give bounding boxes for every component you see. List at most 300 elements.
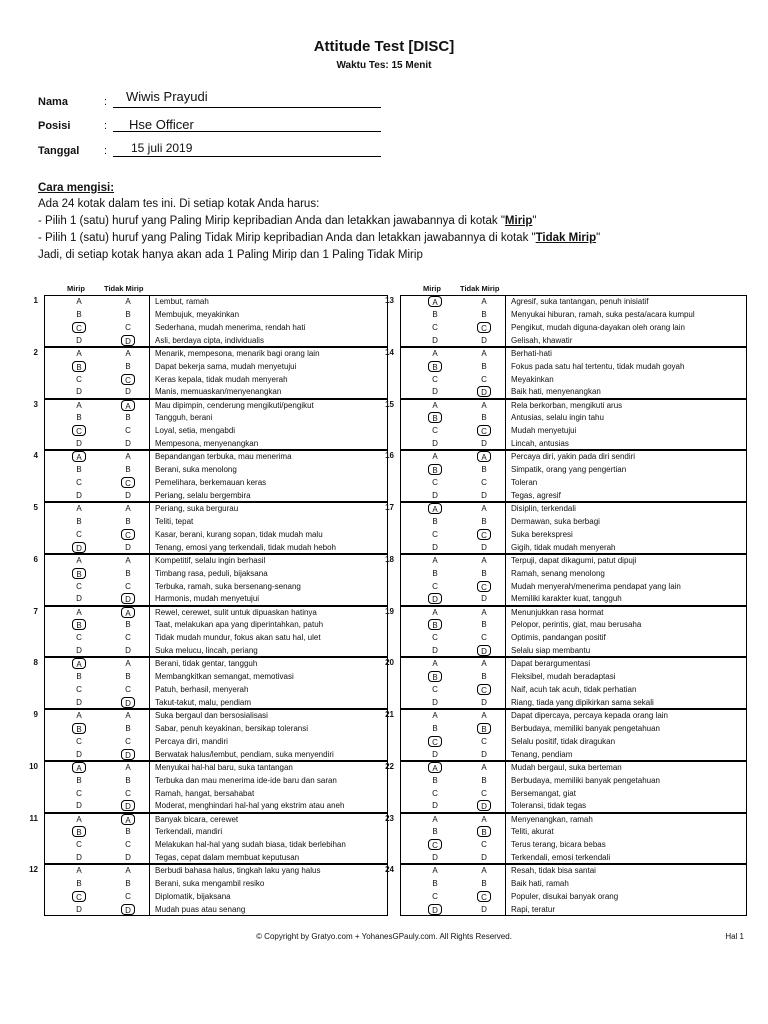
statements — [505, 709, 747, 761]
mirip-option-selected[interactable]: C — [72, 891, 86, 902]
question-number: 5 — [33, 503, 38, 512]
statement-text: Lincah, antusias — [511, 439, 569, 449]
mirip-option-selected[interactable]: A — [72, 762, 86, 773]
statement-text: Sederhana, mudah menerima, rendah hati — [155, 322, 306, 332]
mirip-option-selected[interactable]: B — [428, 464, 442, 475]
tidak-mirip-option-selected[interactable]: C — [477, 425, 491, 436]
letter-row — [401, 619, 506, 632]
statement-text: Baik hati, ramah — [511, 879, 569, 889]
tidak-mirip-option[interactable]: B — [125, 465, 131, 475]
statement-text: Kasar, berani, kurang sopan, tidak mudah malu — [155, 529, 323, 539]
answer-letters — [44, 813, 149, 865]
letter-row — [401, 503, 506, 516]
tidak-mirip-option[interactable]: B — [125, 827, 131, 837]
mirip-option[interactable]: D — [432, 801, 438, 811]
tidak-mirip-option[interactable]: C — [125, 892, 131, 902]
tidak-mirip-option[interactable]: C — [125, 322, 131, 332]
tidak-mirip-option[interactable]: B — [125, 568, 131, 578]
mirip-option-selected[interactable]: B — [428, 671, 442, 682]
letter-row — [401, 335, 506, 348]
tidak-mirip-option[interactable]: B — [125, 723, 131, 733]
letter-row — [45, 632, 150, 645]
question-block — [33, 606, 388, 658]
mirip-option[interactable]: C — [432, 788, 438, 798]
tidak-mirip-option[interactable]: D — [481, 904, 487, 914]
question-block — [33, 657, 388, 709]
question-block — [385, 347, 747, 399]
tidak-mirip-option[interactable]: A — [481, 504, 487, 513]
mirip-option-selected[interactable]: B — [72, 361, 86, 372]
mirip-option[interactable]: C — [432, 892, 438, 902]
mirip-option[interactable]: C — [76, 374, 82, 384]
tidak-mirip-option-selected[interactable]: C — [477, 322, 491, 333]
letter-row — [401, 542, 506, 555]
mirip-option[interactable]: A — [76, 504, 82, 513]
tidak-mirip-option[interactable]: B — [481, 516, 487, 526]
mirip-option[interactable]: A — [76, 814, 82, 824]
statement-text: Toleransi, tidak tegas — [511, 801, 587, 811]
mirip-option[interactable]: D — [432, 335, 438, 345]
letter-row — [401, 568, 506, 581]
tidak-mirip-option-selected[interactable]: C — [477, 529, 491, 540]
mirip-option[interactable]: A — [76, 348, 82, 358]
question-number: 8 — [33, 658, 38, 668]
instruction-line-4: Jadi, di setiap kotak hanya akan ada 1 Paling Mirip dan 1 Paling Tidak Mirip — [38, 249, 423, 261]
mirip-option[interactable]: A — [76, 555, 82, 565]
mirip-option[interactable]: D — [76, 801, 82, 811]
mirip-option[interactable]: B — [76, 465, 82, 475]
mirip-option[interactable]: D — [76, 904, 82, 914]
tidak-mirip-option[interactable]: C — [481, 788, 487, 798]
tidak-mirip-option[interactable]: A — [481, 711, 487, 720]
tidak-mirip-option[interactable]: B — [481, 361, 487, 371]
mirip-option[interactable]: C — [432, 426, 438, 436]
tidak-mirip-option[interactable]: D — [481, 335, 487, 345]
statement-text: Ramah, hangat, bersahabat — [155, 788, 255, 798]
statement-text: Disiplin, terkendali — [511, 504, 576, 513]
tidak-mirip-option[interactable]: A — [481, 400, 487, 410]
tidak-mirip-option-selected[interactable]: A — [121, 607, 135, 618]
tidak-mirip-option[interactable]: B — [481, 672, 487, 682]
statement-text: Terpuji, dapat dikagumi, patut dipuji — [511, 555, 637, 565]
letter-row — [401, 438, 506, 451]
letter-row — [45, 671, 150, 684]
mirip-option-selected[interactable]: D — [428, 904, 442, 915]
mirip-option[interactable]: C — [76, 529, 82, 539]
letter-row — [401, 762, 506, 775]
letter-row — [45, 451, 150, 464]
statement-text: Fleksibel, mudah beradaptasi — [511, 672, 616, 682]
letter-row — [45, 607, 150, 620]
mirip-option[interactable]: B — [432, 827, 438, 837]
tidak-mirip-option[interactable]: D — [125, 646, 131, 656]
mirip-option[interactable]: B — [76, 672, 82, 682]
tidak-mirip-option-selected[interactable]: A — [477, 451, 491, 462]
tidak-mirip-option[interactable]: A — [481, 866, 487, 876]
tidak-mirip-option[interactable]: D — [481, 542, 487, 552]
tidak-mirip-option-selected[interactable]: A — [121, 814, 135, 825]
statement-text: Dapat bekerja sama, mudah menyetujui — [155, 361, 297, 371]
tidak-mirip-option[interactable]: A — [125, 348, 131, 358]
statement-text: Berani, suka menolong — [155, 465, 237, 475]
tidak-mirip-option[interactable]: D — [125, 490, 131, 500]
answer-letters — [44, 606, 149, 658]
mirip-option[interactable]: D — [76, 697, 82, 707]
statement-text: Suka berekspresi — [511, 529, 573, 539]
mirip-option[interactable]: D — [76, 335, 82, 345]
tidak-mirip-option[interactable]: D — [481, 490, 487, 500]
mirip-option[interactable]: A — [432, 400, 438, 410]
tidak-mirip-option[interactable]: A — [125, 452, 131, 462]
tidak-mirip-option[interactable]: A — [125, 659, 131, 669]
statement-text: Terus terang, bicara bebas — [511, 840, 606, 850]
tidak-mirip-option-selected[interactable]: D — [121, 697, 135, 708]
mirip-option[interactable]: C — [76, 478, 82, 488]
tidak-mirip-option[interactable]: A — [125, 555, 131, 565]
statements — [505, 295, 747, 347]
tidak-mirip-option[interactable]: C — [125, 426, 131, 436]
statement-text: Rapi, teratur — [511, 904, 556, 914]
answer-letters — [400, 450, 505, 502]
mirip-option[interactable]: C — [76, 736, 82, 746]
mirip-option[interactable]: C — [432, 478, 438, 488]
mirip-option[interactable]: A — [76, 400, 82, 410]
mirip-option[interactable]: D — [76, 749, 82, 759]
letter-row — [401, 309, 506, 322]
questions-column-left — [29, 295, 388, 916]
statement-text: Kompetitif, selalu ingin berhasil — [155, 555, 266, 565]
answer-letters — [44, 399, 149, 451]
tidak-mirip-option[interactable]: D — [125, 853, 131, 863]
answer-letters — [44, 450, 149, 502]
mirip-option[interactable]: C — [432, 322, 438, 332]
mirip-option-selected[interactable]: B — [72, 723, 86, 734]
tidak-mirip-option[interactable]: D — [125, 387, 131, 397]
tidak-mirip-option-selected[interactable]: D — [121, 800, 135, 811]
tidak-mirip-option[interactable]: D — [481, 749, 487, 759]
mirip-option-selected[interactable]: B — [428, 361, 442, 372]
nama-label: Nama — [38, 96, 68, 108]
mirip-option[interactable]: B — [432, 516, 438, 526]
tidak-mirip-option[interactable]: B — [481, 309, 487, 319]
statements — [505, 399, 747, 451]
tidak-mirip-option[interactable]: B — [481, 620, 487, 630]
mirip-option[interactable]: A — [432, 348, 438, 358]
tidak-mirip-option-selected[interactable]: A — [121, 400, 135, 411]
tidak-mirip-option-selected[interactable]: D — [121, 593, 135, 604]
mirip-option-selected[interactable]: C — [428, 736, 442, 747]
tidak-mirip-option-selected[interactable]: C — [121, 529, 135, 540]
statement-text: Tenang, pendiam — [511, 749, 573, 759]
mirip-option[interactable]: A — [76, 297, 82, 306]
tidak-mirip-option[interactable]: B — [125, 672, 131, 682]
answer-letters — [44, 347, 149, 399]
mirip-option[interactable]: C — [432, 685, 438, 695]
tidak-mirip-option[interactable]: A — [481, 607, 487, 617]
letter-row — [401, 451, 506, 464]
tidak-mirip-option[interactable]: B — [481, 413, 487, 423]
mirip-option[interactable]: C — [432, 374, 438, 384]
tidak-mirip-option-selected[interactable]: D — [477, 386, 491, 397]
answer-letters — [400, 399, 505, 451]
tidak-mirip-option[interactable]: B — [481, 879, 487, 889]
tidak-mirip-option[interactable]: C — [125, 840, 131, 850]
mirip-option[interactable]: A — [432, 555, 438, 565]
mirip-option[interactable]: D — [76, 439, 82, 449]
mirip-option[interactable]: D — [76, 646, 82, 656]
mirip-option[interactable]: A — [76, 607, 82, 617]
mirip-option[interactable]: C — [76, 581, 82, 591]
answer-letters — [44, 709, 149, 761]
letter-row — [45, 697, 150, 710]
tidak-mirip-option[interactable]: D — [125, 542, 131, 552]
letter-row — [45, 568, 150, 581]
mirip-option[interactable]: D — [76, 853, 82, 863]
letter-row — [401, 775, 506, 788]
mirip-option[interactable]: C — [76, 685, 82, 695]
mirip-option[interactable]: C — [76, 788, 82, 798]
letter-row — [401, 490, 506, 503]
mirip-option[interactable]: D — [432, 542, 438, 552]
tidak-mirip-option[interactable]: B — [125, 361, 131, 371]
letter-row — [401, 632, 506, 645]
answer-letters — [400, 554, 505, 606]
tidak-mirip-option[interactable]: B — [481, 465, 487, 475]
mirip-option-selected[interactable]: B — [428, 412, 442, 423]
mirip-option[interactable]: B — [432, 568, 438, 578]
mirip-option-selected[interactable]: C — [72, 425, 86, 436]
letter-row — [45, 865, 150, 878]
mirip-option[interactable]: C — [76, 633, 82, 643]
letter-row — [45, 762, 150, 775]
tidak-mirip-option[interactable]: A — [481, 348, 487, 358]
mirip-option[interactable]: A — [76, 711, 82, 720]
tidak-mirip-option[interactable]: D — [481, 594, 487, 604]
mirip-option-selected[interactable]: B — [72, 826, 86, 837]
tidak-mirip-option[interactable]: D — [481, 439, 487, 449]
tidak-mirip-option-selected[interactable]: B — [477, 723, 491, 734]
letter-row — [401, 891, 506, 904]
mirip-option[interactable]: D — [432, 490, 438, 500]
mirip-option[interactable]: A — [432, 711, 438, 720]
statement-text: Mempesona, menyenangkan — [155, 439, 259, 449]
question-number: 19 — [385, 606, 394, 616]
statement-text: Antusias, selalu ingin tahu — [511, 413, 604, 423]
statement-text: Menyenangkan, ramah — [511, 814, 593, 824]
question-block — [33, 709, 388, 761]
letter-row — [401, 322, 506, 335]
mirip-option-selected[interactable]: A — [428, 503, 442, 514]
question-number: 21 — [385, 710, 394, 719]
mirip-option[interactable]: A — [432, 607, 438, 617]
tidak-mirip-option[interactable]: A — [481, 659, 487, 669]
mirip-option-selected[interactable]: D — [72, 542, 86, 553]
mirip-option-selected[interactable]: A — [428, 762, 442, 773]
letter-row — [45, 309, 150, 322]
mirip-option[interactable]: C — [432, 581, 438, 591]
letter-row — [45, 425, 150, 438]
mirip-option[interactable]: B — [76, 413, 82, 423]
mirip-option-selected[interactable]: A — [428, 296, 442, 307]
mirip-option[interactable]: B — [432, 309, 438, 319]
mirip-option[interactable]: B — [76, 879, 82, 889]
tidak-mirip-option[interactable]: B — [125, 516, 131, 526]
mirip-option[interactable]: B — [432, 723, 438, 733]
tidak-mirip-option[interactable]: A — [125, 504, 131, 513]
tidak-mirip-option[interactable]: A — [481, 297, 487, 306]
mirip-option[interactable]: D — [432, 387, 438, 397]
question-block — [385, 606, 747, 658]
mirip-option[interactable]: B — [76, 775, 82, 785]
statement-text: Bersemangat, giat — [511, 788, 576, 798]
tidak-mirip-option-selected[interactable]: D — [121, 904, 135, 915]
mirip-option[interactable]: D — [432, 853, 438, 863]
tidak-mirip-option[interactable]: D — [125, 439, 131, 449]
statement-text: Naif, acuh tak acuh, tidak perhatian — [511, 685, 637, 695]
tidak-mirip-option[interactable]: C — [125, 685, 131, 695]
statement-text: Timbang rasa, peduli, bijaksana — [155, 568, 268, 578]
mirip-option[interactable]: A — [432, 814, 438, 824]
mirip-option-selected[interactable]: A — [72, 658, 86, 669]
answer-letters — [400, 813, 505, 865]
tidak-mirip-option[interactable]: B — [125, 879, 131, 889]
tidak-mirip-option-selected[interactable]: C — [121, 374, 135, 385]
tidak-mirip-option[interactable]: D — [481, 853, 487, 863]
mirip-option[interactable]: B — [432, 879, 438, 889]
tidak-mirip-option[interactable]: B — [125, 309, 131, 319]
tidak-mirip-option-selected[interactable]: D — [121, 749, 135, 760]
tidak-mirip-option[interactable]: C — [481, 633, 487, 643]
tidak-mirip-option-selected[interactable]: C — [121, 477, 135, 488]
instruction-line-2: - Pilih 1 (satu) huruf yang Paling Mirip kepribadian Anda dan letakkan jawabannya di kotak "Mirip" — [38, 215, 537, 227]
tidak-mirip-option[interactable]: B — [481, 775, 487, 785]
mirip-option-selected[interactable]: B — [72, 568, 86, 579]
statements — [149, 657, 388, 709]
statement-text: Menunjukkan rasa hormat — [511, 607, 604, 617]
mirip-option[interactable]: A — [76, 866, 82, 876]
statement-text: Asli, berdaya cipta, individualis — [155, 335, 264, 345]
mirip-option[interactable]: A — [432, 659, 438, 669]
letter-row — [45, 852, 150, 865]
mirip-option[interactable]: A — [432, 866, 438, 876]
letter-row — [45, 891, 150, 904]
letter-row — [45, 348, 150, 361]
mirip-option[interactable]: C — [432, 529, 438, 539]
tidak-mirip-option[interactable]: B — [125, 413, 131, 423]
question-block — [385, 761, 747, 813]
tanggal-colon: : — [104, 145, 108, 157]
tidak-mirip-option[interactable]: A — [125, 866, 131, 876]
question-block — [385, 295, 747, 347]
mirip-option-selected[interactable]: C — [428, 839, 442, 850]
question-number: 24 — [385, 865, 394, 875]
mirip-option[interactable]: D — [432, 439, 438, 449]
tidak-mirip-option[interactable]: A — [125, 762, 131, 772]
statement-text: Lembut, ramah — [155, 297, 209, 306]
mirip-option[interactable]: D — [432, 697, 438, 707]
statements — [505, 864, 747, 916]
mirip-option-selected[interactable]: B — [72, 619, 86, 630]
mirip-option[interactable]: D — [432, 749, 438, 759]
question-number: 12 — [29, 865, 38, 875]
tidak-mirip-option[interactable]: A — [481, 814, 487, 824]
letter-row — [45, 464, 150, 477]
mirip-option-selected[interactable]: C — [72, 322, 86, 333]
tidak-mirip-option[interactable]: C — [481, 374, 487, 384]
tidak-mirip-option-selected[interactable]: D — [121, 335, 135, 346]
mirip-option-selected[interactable]: B — [428, 619, 442, 630]
mirip-option[interactable]: B — [432, 775, 438, 785]
mirip-option-selected[interactable]: D — [428, 593, 442, 604]
letter-row — [401, 348, 506, 361]
tidak-mirip-option-selected[interactable]: C — [477, 891, 491, 902]
mirip-option[interactable]: B — [76, 309, 82, 319]
tidak-mirip-option[interactable]: B — [125, 775, 131, 785]
statements — [149, 399, 388, 451]
statement-text: Baik hati, menyenangkan — [511, 387, 601, 397]
statement-text: Menyukai hal-hal baru, suka tantangan — [155, 762, 293, 772]
statement-text: Berbudaya, memiliki banyak pengetahuan — [511, 775, 660, 785]
question-block — [385, 399, 747, 451]
tidak-mirip-option[interactable]: B — [481, 568, 487, 578]
statement-text: Selalu siap membantu — [511, 646, 591, 656]
tidak-mirip-option[interactable]: C — [481, 478, 487, 488]
tidak-mirip-option[interactable]: C — [125, 736, 131, 746]
letter-row — [45, 645, 150, 658]
tidak-mirip-option[interactable]: D — [481, 697, 487, 707]
letter-row — [45, 619, 150, 632]
mirip-option[interactable]: C — [76, 840, 82, 850]
letter-row — [401, 374, 506, 387]
statements — [505, 347, 747, 399]
header-mirip-left: Mirip — [67, 284, 85, 293]
tidak-mirip-option[interactable]: A — [125, 711, 131, 720]
mirip-option[interactable]: A — [432, 452, 438, 462]
statements — [505, 554, 747, 606]
tidak-mirip-option-selected[interactable]: C — [477, 581, 491, 592]
mirip-option[interactable]: D — [76, 490, 82, 500]
mirip-option[interactable]: B — [76, 516, 82, 526]
letter-row — [45, 904, 150, 917]
tidak-mirip-option[interactable]: C — [481, 840, 487, 850]
statement-text: Menarik, mempesona, menarik bagi orang lain — [155, 348, 320, 358]
tidak-mirip-option-selected[interactable]: D — [477, 800, 491, 811]
mirip-option[interactable]: D — [432, 646, 438, 656]
tidak-mirip-option[interactable]: C — [125, 633, 131, 643]
letter-row — [45, 400, 150, 413]
tidak-mirip-option[interactable]: A — [481, 762, 487, 772]
statements — [149, 502, 388, 554]
tidak-mirip-option-selected[interactable]: B — [477, 826, 491, 837]
question-number: 20 — [385, 658, 394, 668]
tidak-mirip-option[interactable]: C — [125, 581, 131, 591]
mirip-option-selected[interactable]: A — [72, 451, 86, 462]
tidak-mirip-option[interactable]: C — [481, 736, 487, 746]
statements — [149, 295, 388, 347]
mirip-option[interactable]: C — [432, 633, 438, 643]
letter-row — [45, 593, 150, 606]
tidak-mirip-option[interactable]: A — [481, 555, 487, 565]
tidak-mirip-option[interactable]: C — [125, 788, 131, 798]
mirip-option[interactable]: D — [76, 594, 82, 604]
tidak-mirip-option[interactable]: A — [125, 297, 131, 306]
tidak-mirip-option-selected[interactable]: D — [477, 645, 491, 656]
letter-row — [45, 438, 150, 451]
mirip-option[interactable]: D — [76, 387, 82, 397]
statement-text: Banyak bicara, cerewet — [155, 814, 239, 824]
tidak-mirip-option-selected[interactable]: C — [477, 684, 491, 695]
tidak-mirip-option[interactable]: B — [125, 620, 131, 630]
